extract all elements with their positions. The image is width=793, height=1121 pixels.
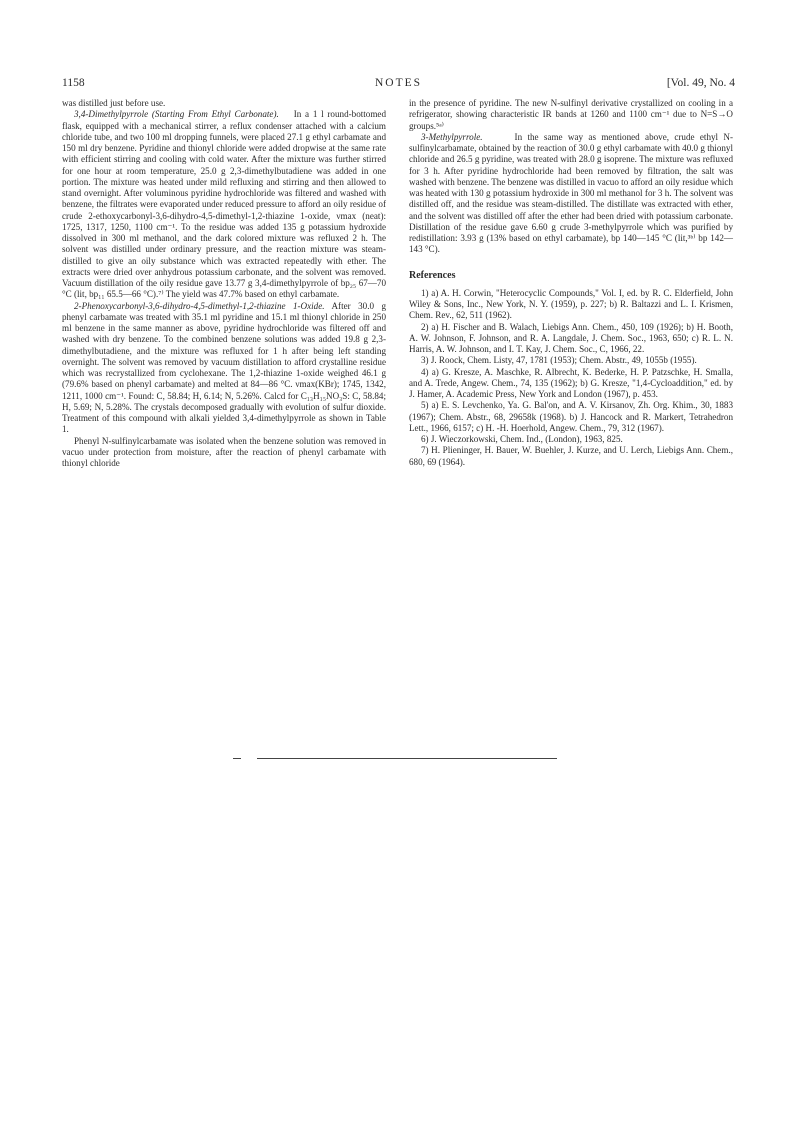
- end-rule-dash: [233, 758, 241, 759]
- running-head: NOTES: [374, 77, 423, 89]
- page-header: [62, 77, 735, 91]
- paragraph-body: In the same way as mentioned above, crude ethyl N-sulfinylcarbamate, obtained by the reaction of 30.0 g ethyl carbamate with 40.0 g thionyl chloride and 26.5 g pyridine, was treated with 28.0 g isoprene. The mixture was refluxed for 3 h. After pyridine hydrochloride had been removed by filtration, the salt was washed with benzene. The benzene was distilled in vacuo to afford an oily residue which was heated with 130 g potassium hydroxide in 300 ml methanol for 3 h. The solvent was distilled off, and the residue was steam-distilled. The distillate was extracted with ether, and the solvent was distilled off after the ether had been dried with potassium carbonate. Distillation of the residue gave 6.60 g crude 3-methylpyrrole which was purified by redistillation: 3.93 g (13% based on ethyl carbamate), bp 140—145 °C (lit,³ᵇ⁾ bp 142—143 °C).: [409, 131, 734, 255]
- paragraph: [409, 132, 733, 256]
- paragraph-body: In a 1 l round-bottomed flask, equipped with a mechanical stirrer, a reflux condenser attached with a calcium chloride tube, and two 100 ml dropping funnels, were placed 27.1 g ethyl carbamate and 150 ml dry benzene. Pyridine and thionyl chloride were added dropwise at the same rate with efficient stirring and cooling with cold water. After the mixture was further stirred for one hour at room temperature, 25.0 g 2,3-dimethylbutadiene was added in one portion. The mixture was heated under mild refluxing and stirring and then allowed to stand overnight. After voluminous pyridine hydrochloride was filtered and washed with benzene, the filtrates were evaporated under reduced pressure to afford an oily residue of crude 2-ethoxycarbonyl-3,6-dihydro-4,5-dimethyl-1,2-thiazine 1-oxide, νmax (neat): 1725, 1317, 1250, 1100 cm⁻¹. To the residue was added 135 g potassium hydroxide dissolved in 300 ml methanol, and the dark colored mixture was refluxed 2 h. The solvent was distilled under ordinary pressure, and the reaction mixture was steam-distilled to give an oily substance which was extracted repeatedly with ether. The extracts were dried over anhydrous potassium carbonate, and the solvent was removed. Vacuum distillation of the oily residue gave 13.77 g 3,4-dimethylpyrrole of bp₂₅ 67—70 °C (lit, bp₁₁ 65.5—66 °C).⁷⁾ The yield was 47.7% based on ethyl carbamate.: [62, 109, 386, 300]
- reference-item: 4) a) G. Kresze, A. Maschke, R. Albrecht, K. Bederke, H. P. Patzschke, H. Smalla, and A. Trede, Angew. Chem., 74, 135 (1962); b) G. Kresze, "1,4-Cycloaddition," ed. by J. Hamer, A. Academic Press, New York and London (1967), p. 453.: [409, 366, 733, 399]
- reference-item: 7) H. Plieninger, H. Bauer, W. Buehler, J. Kurze, and U. Lerch, Liebigs Ann. Chem., 680, 69 (1964).: [409, 445, 733, 467]
- references-heading: References: [409, 269, 456, 281]
- reference-item: 1) a) A. H. Corwin, "Heterocyclic Compounds," Vol. I, ed. by R. C. Elderfield, John Wiley & Sons, Inc., New York, N. Y. (1959), p. 227; b) R. Baltazzi and L. I. Krismen, Chem. Rev., 62, 511 (1962).: [409, 287, 733, 321]
- page-number: 1158: [62, 77, 85, 89]
- paragraph: Phenyl N-sulfinylcarbamate was isolated when the benzene solution was removed in vacuo under protection from moisture, after the reaction of phenyl carbamate with thionyl chloride: [62, 435, 386, 468]
- paragraph: [62, 301, 386, 436]
- reference-item: 6) J. Wieczorkowski, Chem. Ind., (London), 1963, 825.: [421, 434, 623, 444]
- paragraph: [62, 109, 386, 300]
- left-column: [62, 98, 386, 469]
- reference-item: 5) a) E. S. Levchenko, Ya. G. Bal'on, and A. V. Kirsanov, Zh. Org. Khim., 30, 1883 (1967); Chem. Abstr., 68, 29658k (1968). b) J. Hancock and R. Markert, Tetrahedron Lett., 1966, 6157; c) H. -H. Hoerhold, Angew. Chem., 79, 312 (1967).: [409, 400, 733, 433]
- paragraph: was distilled just before use.: [62, 98, 166, 108]
- section-run-in-title: 3-Methylpyrrole.: [421, 131, 483, 142]
- paragraph-body: After 30.0 g phenyl carbamate was treated with 35.1 ml pyridine and 15.1 ml thionyl chloride in 250 ml benzene in the same manner as above, pyridine hydrochloride was filtered off and washed with dry benzene. To the combined benzene solutions was added 19.8 g 2,3-dimethylbutadiene, and the mixture was refluxed for 1 h after being left standing overnight. The solvent was removed by vacuum distillation to afford crystalline residue which was recrystallized from cyclohexane. The 1,2-thiazine 1-oxide weighed 46.1 g (79.6% based on phenyl carbamate) and melted at 84—86 °C. νmax(KBr); 1745, 1342, 1211, 1000 cm⁻¹. Found: C, 58.84; H, 6.14; N, 5.26%. Calcd for C₁₃H₁₅NO₃S: C, 58.84; H, 5.69; N, 5.28%. The crystals decomposed gradually with evolution of sulfur dioxide. Treatment of this compound with alkali yielded 3,4-dimethylpyrrole as shown in Table 1.: [62, 300, 386, 435]
- volume-issue: [Vol. 49, No. 4: [666, 77, 735, 89]
- reference-list: [409, 288, 733, 468]
- section-run-in-title: 2-Phenoxycarbonyl-3,6-dihydro-4,5-dimethyl-1,2-thiazine 1-Oxide.: [74, 300, 325, 311]
- reference-item: 3) J. Roock, Chem. Listy, 47, 1781 (1953); Chem. Abstr., 49, 1055b (1955).: [421, 355, 697, 366]
- reference-item: 2) a) H. Fischer and B. Walach, Liebigs Ann. Chem., 450, 109 (1926); b) H. Booth, A. W. Johnson, F. Johnson, and R. A. Langdale, J. Chem. Soc., 1963, 650; c) R. L. N. Harris, A. W. Johnson, and I. T. Kay, J. Chem. Soc., C, 1966, 22.: [409, 321, 733, 354]
- end-rule: [257, 758, 557, 759]
- paragraph: in the presence of pyridine. The new N-sulfinyl derivative crystallized on cooling in a refrigerator, showing characteristic IR bands at 1260 and 1100 cm⁻¹ due to N=S→O groups.⁵ᵃ⁾: [409, 98, 733, 131]
- section-run-in-title: 3,4-Dimethylpyrrole (Starting From Ethyl Carbonate).: [74, 109, 279, 120]
- right-column: [409, 98, 733, 468]
